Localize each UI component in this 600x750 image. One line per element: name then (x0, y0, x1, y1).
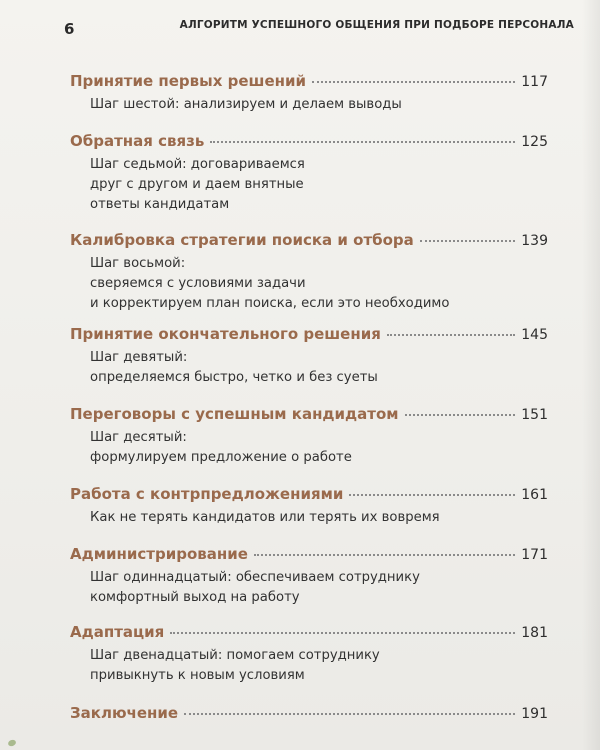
toc-entry-title[interactable]: Обратная связь (70, 132, 205, 150)
subtitle-line: Шаг десятый: (90, 430, 187, 445)
subtitle-line: и корректируем план поиска, если это необходимо (90, 296, 450, 311)
toc-entry-page: 161 (521, 487, 548, 503)
subtitle-line: ответы кандидатам (90, 197, 230, 212)
toc-entry-subtitle (90, 254, 548, 314)
dot-leader (184, 711, 515, 715)
subtitle-line: Шаг двенадцатый: помогаем сотруднику (90, 648, 380, 663)
toc-entry-page: 125 (521, 134, 548, 150)
toc-entry[interactable] (70, 485, 548, 528)
toc-entry-title[interactable]: Принятие первых решений (70, 72, 307, 90)
toc-entry[interactable] (70, 545, 548, 608)
toc-entry-page: 139 (521, 233, 548, 249)
toc-entry-page: 181 (521, 625, 548, 641)
dot-leader (210, 139, 515, 143)
toc-entry-subtitle (90, 508, 548, 528)
running-title: АЛГОРИТМ УСПЕШНОГО ОБЩЕНИЯ ПРИ ПОДБОРЕ ПЕРСОНАЛА (179, 19, 574, 31)
toc-entry-title[interactable]: Работа с контрпредложениями (70, 485, 344, 503)
subtitle-line: определяемся быстро, четко и без суеты (90, 370, 378, 385)
subtitle-line: Шаг седьмой: договариваемся (90, 157, 305, 172)
subtitle-line: привыкнуть к новым условиям (90, 668, 305, 683)
toc-entry-subtitle (90, 348, 548, 388)
toc-entry-title[interactable]: Администрирование (70, 545, 248, 563)
toc-entry[interactable] (70, 623, 548, 686)
toc-entry-page: 171 (521, 547, 548, 563)
toc-entry-subtitle (90, 568, 548, 608)
toc-entry-page: 145 (521, 327, 548, 343)
toc-entry-page: 151 (521, 407, 548, 423)
toc-entry[interactable] (70, 231, 548, 314)
toc-entry[interactable] (70, 72, 548, 115)
subtitle-line: Шаг шестой: анализируем и делаем выводы (90, 97, 402, 112)
dot-leader (170, 630, 515, 634)
dot-leader (387, 332, 515, 336)
subtitle-line: друг с другом и даем внятные (90, 177, 304, 192)
toc-entry-page: 191 (521, 706, 548, 722)
toc-entry-title[interactable]: Заключение (70, 704, 179, 722)
page-header (64, 16, 574, 46)
dot-leader (405, 412, 516, 416)
toc-entry-title[interactable]: Принятие окончательного решения (70, 325, 381, 343)
dot-leader (349, 492, 515, 496)
toc-entry[interactable] (70, 704, 548, 726)
toc-entry[interactable] (70, 405, 548, 468)
dot-leader (312, 79, 515, 83)
page-edge-shadow (582, 0, 600, 750)
toc-entry-subtitle (90, 155, 548, 215)
toc-entry-title[interactable]: Калибровка стратегии поиска и отбора (70, 231, 414, 249)
leaf-speck-decoration (7, 739, 17, 747)
subtitle-line: формулируем предложение о работе (90, 450, 352, 465)
subtitle-line: Как не терять кандидатов или терять их вовремя (90, 510, 440, 525)
subtitle-line: комфортный выход на работу (90, 590, 300, 605)
subtitle-line: Шаг одиннадцатый: обеспечиваем сотруднику (90, 570, 420, 585)
subtitle-line: сверяемся с условиями задачи (90, 276, 306, 291)
toc-entry[interactable] (70, 325, 548, 388)
dot-leader (254, 552, 515, 556)
toc-entry-subtitle (90, 646, 548, 686)
toc-entry-subtitle (90, 95, 548, 115)
dot-leader (420, 238, 515, 242)
toc-entry-page: 117 (521, 74, 548, 90)
toc-entry-subtitle (90, 428, 548, 468)
subtitle-line: Шаг девятый: (90, 350, 188, 365)
toc-entry-title[interactable]: Переговоры с успешным кандидатом (70, 405, 399, 423)
page-number: 6 (64, 20, 75, 38)
subtitle-line: Шаг восьмой: (90, 256, 186, 271)
toc-entry-title[interactable]: Адаптация (70, 623, 165, 641)
toc-entry[interactable] (70, 132, 548, 215)
